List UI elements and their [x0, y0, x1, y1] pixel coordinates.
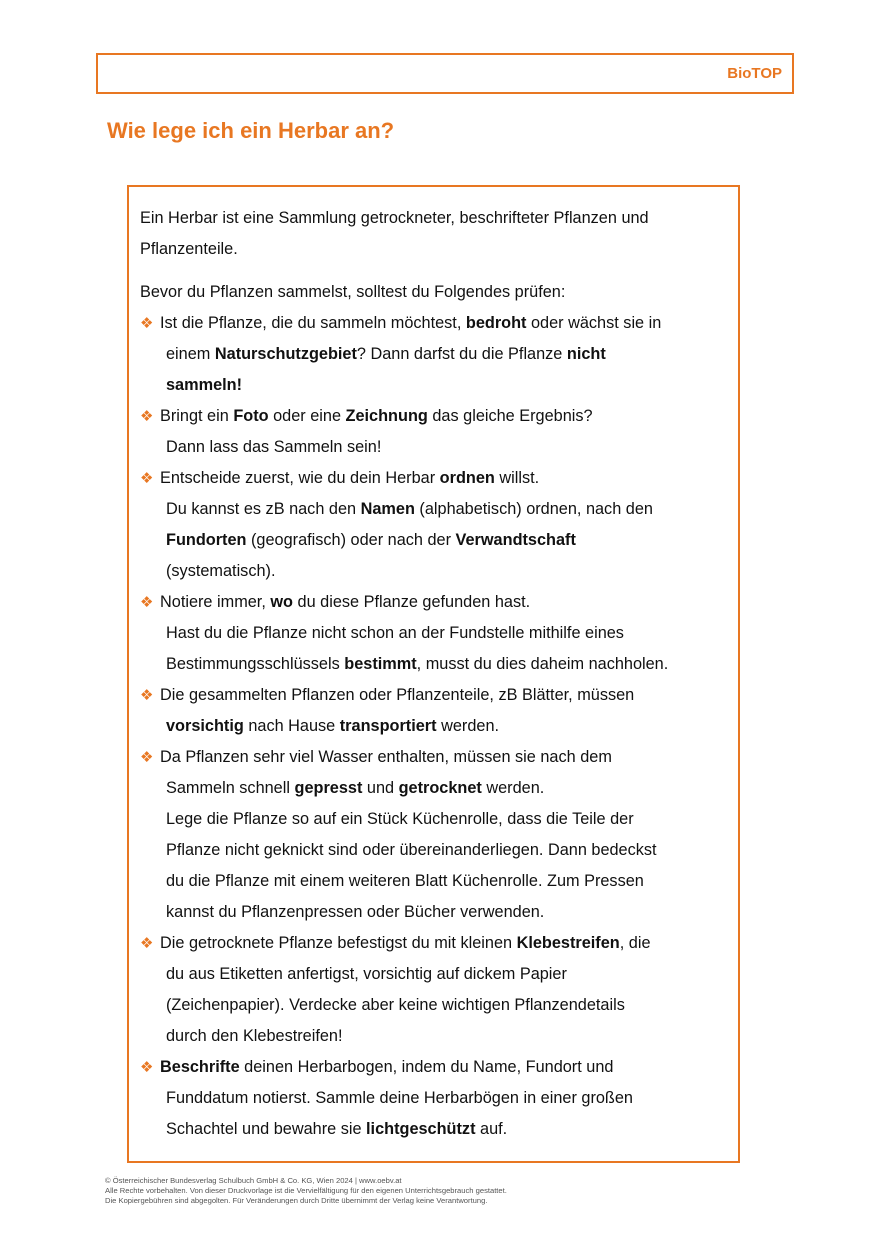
intro-paragraph: [140, 203, 728, 265]
checklist-item-line: [160, 463, 728, 494]
checklist-item-line: [166, 1114, 728, 1145]
checklist-item-line: [166, 432, 728, 463]
checklist-item-line: [166, 339, 728, 370]
body-text: das gleiche Ergebnis?: [427, 407, 593, 425]
checklist-item: [140, 463, 728, 587]
body-text: Funddatum notierst. Sammle deine Herbarbögen in einer großen: [166, 1089, 633, 1107]
emphasis-text: Verwandtschaft: [455, 531, 576, 549]
checklist-item: [140, 587, 728, 680]
emphasis-text: getrocknet: [398, 779, 482, 797]
body-text: einem: [166, 345, 215, 363]
emphasis-text: Namen: [360, 500, 415, 518]
checklist-item-line: [166, 990, 728, 1021]
body-text: und: [362, 779, 399, 797]
emphasis-text: ordnen: [439, 469, 495, 487]
checklist-item-line: [160, 928, 728, 959]
checklist-item: [140, 401, 728, 463]
checklist-item-line: [160, 587, 728, 618]
checklist-item-line: [166, 1021, 728, 1052]
checklist-item-line: [166, 804, 728, 835]
body-text: durch den Klebestreifen!: [166, 1027, 343, 1045]
emphasis-text: Naturschutzgebiet: [214, 345, 357, 363]
body-text: (Zeichenpapier). Verdecke aber keine wichtigen Pflanzendetails: [166, 996, 625, 1014]
emphasis-text: vorsichtig: [166, 717, 244, 735]
diamond-bullet-icon: ❖: [140, 315, 154, 332]
body-text: Dann lass das Sammeln sein!: [166, 438, 382, 456]
emphasis-text: Fundorten: [166, 531, 247, 549]
checklist-item-line: [160, 401, 728, 432]
emphasis-text: lichtgeschützt: [366, 1120, 476, 1138]
body-text: deinen Herbarbogen, indem du Name, Fundort und: [239, 1058, 614, 1076]
checklist-item-line: [166, 773, 728, 804]
body-text: (systematisch).: [166, 562, 276, 580]
body-text: kannst du Pflanzenpressen oder Bücher verwenden.: [166, 903, 545, 921]
emphasis-text: nicht: [566, 345, 606, 363]
body-text: Pflanze nicht geknickt sind oder übereinanderliegen. Dann bedeckst: [166, 841, 657, 859]
body-text: werden.: [436, 717, 500, 735]
diamond-bullet-icon: ❖: [140, 470, 154, 487]
intro-line-2: Pflanzenteile.: [140, 240, 238, 258]
checklist-item-line: [160, 742, 728, 773]
body-text: Schachtel und bewahre sie: [166, 1120, 367, 1138]
body-text: Die getrocknete Pflanze befestigst du mit kleinen: [160, 934, 517, 952]
body-text: nach Hause: [243, 717, 340, 735]
check-intro: Bevor du Pflanzen sammelst, solltest du Folgendes prüfen:: [140, 283, 566, 301]
diamond-bullet-icon: ❖: [140, 687, 154, 704]
body-text: Bestimmungsschlüssels: [166, 655, 345, 673]
checklist-item: [140, 742, 728, 928]
body-text: oder eine: [268, 407, 346, 425]
diamond-bullet-icon: ❖: [140, 594, 154, 611]
body-text: du die Pflanze mit einem weiteren Blatt Küchenrolle. Zum Pressen: [166, 872, 644, 890]
body-text: Da Pflanzen sehr viel Wasser enthalten, müssen sie nach dem: [160, 748, 612, 766]
body-text: du diese Pflanze gefunden hast.: [292, 593, 531, 611]
checklist-item-line: [166, 835, 728, 866]
body-text: du aus Etiketten anfertigst, vorsichtig auf dickem Papier: [166, 965, 567, 983]
brand-label: BioTOP: [727, 65, 782, 82]
emphasis-text: Zeichnung: [345, 407, 428, 425]
diamond-bullet-icon: ❖: [140, 935, 154, 952]
body-text: werden.: [481, 779, 545, 797]
checklist-item: [140, 928, 728, 1052]
content-box: [127, 185, 740, 1163]
checklist-item-line: [166, 525, 728, 556]
body-text: oder wächst sie in: [526, 314, 662, 332]
emphasis-text: Beschrifte: [160, 1058, 240, 1076]
checklist-item-line: [166, 711, 728, 742]
checklist-item: [140, 1052, 728, 1145]
emphasis-text: sammeln!: [166, 376, 243, 394]
body-text: Sammeln schnell: [166, 779, 295, 797]
body-text: Lege die Pflanze so auf ein Stück Küchenrolle, dass die Teile der: [166, 810, 634, 828]
body-text: Entscheide zuerst, wie du dein Herbar: [160, 469, 440, 487]
emphasis-text: bestimmt: [344, 655, 417, 673]
page-title: Wie lege ich ein Herbar an?: [107, 118, 395, 143]
emphasis-text: bedroht: [465, 314, 527, 332]
footer-line-1: © Österreichischer Bundesverlag Schulbuch GmbH & Co. KG, Wien 2024 | www.oebv.at: [105, 1176, 402, 1185]
body-text: , musst du dies daheim nachholen.: [416, 655, 669, 673]
checklist-item-line: [166, 959, 728, 990]
body-text: (alphabetisch) ordnen, nach den: [414, 500, 653, 518]
checklist-item-line: [160, 680, 728, 711]
header-bar: [96, 53, 794, 94]
footer-line-3: Die Kopiergebühren sind abgegolten. Für Veränderungen durch Dritte übernimmt der Verlag keine Verantwortung.: [105, 1196, 488, 1205]
intro-line-1: Ein Herbar ist eine Sammlung getrockneter, beschrifteter Pflanzen und: [140, 209, 649, 227]
body-text: Notiere immer,: [160, 593, 271, 611]
body-text: auf.: [475, 1120, 508, 1138]
body-text: ? Dann darfst du die Pflanze: [356, 345, 567, 363]
checklist-item-line: [166, 556, 728, 587]
checklist-item-line: [166, 1083, 728, 1114]
emphasis-text: transportiert: [339, 717, 437, 735]
emphasis-text: gepresst: [294, 779, 363, 797]
body-text: willst.: [494, 469, 540, 487]
checklist-item-line: [166, 649, 728, 680]
checklist-item-line: [160, 1052, 728, 1083]
checklist-item-line: [166, 897, 728, 928]
body-text: Du kannst es zB nach den: [166, 500, 361, 518]
checklist-item-line: [166, 618, 728, 649]
checklist-item-line: [160, 308, 728, 339]
body-text: , die: [619, 934, 651, 952]
body-text: Bringt ein: [160, 407, 234, 425]
emphasis-text: Klebestreifen: [516, 934, 620, 952]
checklist-item: [140, 680, 728, 742]
footer-line-2: Alle Rechte vorbehalten. Von dieser Druckvorlage ist die Vervielfältigung für den eigenen Unterrichtsgebrauch gestattet.: [105, 1186, 507, 1195]
checklist-item-line: [166, 866, 728, 897]
body-text: Die gesammelten Pflanzen oder Pflanzenteile, zB Blätter, müssen: [160, 686, 635, 704]
checklist-item-line: [166, 494, 728, 525]
body-text: Ist die Pflanze, die du sammeln möchtest,: [160, 314, 466, 332]
diamond-bullet-icon: ❖: [140, 408, 154, 425]
checklist-item: [140, 308, 728, 401]
checklist-item-line: [166, 370, 728, 401]
body-text: Hast du die Pflanze nicht schon an der Fundstelle mithilfe eines: [166, 624, 624, 642]
footer: [105, 1176, 507, 1206]
emphasis-text: Foto: [233, 407, 269, 425]
diamond-bullet-icon: ❖: [140, 1059, 154, 1076]
diamond-bullet-icon: ❖: [140, 749, 154, 766]
body-text: (geografisch) oder nach der: [246, 531, 456, 549]
checklist: [140, 308, 728, 1145]
emphasis-text: wo: [270, 593, 293, 611]
